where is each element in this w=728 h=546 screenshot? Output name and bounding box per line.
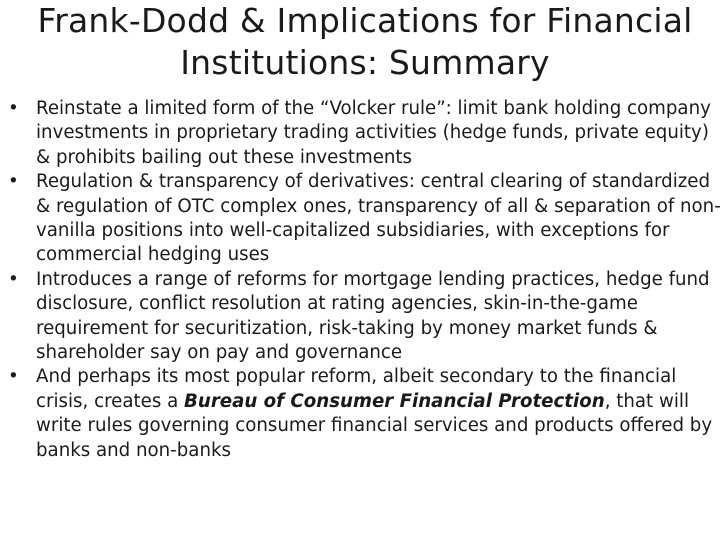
bullet-text-before: And perhaps its most popular reform, albeit secondary to the financial crisis, creates a xyxy=(36,366,677,412)
bullet-item xyxy=(8,97,723,170)
bullet-icon: • xyxy=(8,366,19,388)
bullet-text: Regulation & transparency of derivatives: central clearing of standardized & regulation of OTC complex ones, transparency of all & separation of non-vanilla positions into well-capitalized subsidiaries, with exceptions for commercial hedging uses xyxy=(36,171,721,266)
bullet-text: Reinstate a limited form of the “Volcker rule”: limit bank holding company investments in proprietary trading activities (hedge funds, private equity) & prohibits bailing out these investments xyxy=(36,98,711,168)
bullet-item xyxy=(8,268,723,366)
bullet-icon: • xyxy=(8,171,19,193)
bullet-icon: • xyxy=(8,268,19,290)
bullet-emphasis: Bureau of Consumer Financial Protection xyxy=(184,390,605,412)
bullet-icon: • xyxy=(8,98,19,119)
bullet-item xyxy=(8,170,723,268)
bullet-text: Introduces a range of reforms for mortgage lending practices, hedge fund disclosure, conflict resolution at rating agencies, skin-in-the-game requirement for securitization, risk-taking by money market funds & shareholder say on pay and governance xyxy=(36,268,710,364)
bullet-text-after: , that will write rules governing consumer financial services and products offered by banks and non-banks xyxy=(36,390,713,461)
bullet-list xyxy=(8,97,723,463)
bullet-item xyxy=(8,365,723,463)
slide-title: Frank-Dodd & Implications for Financial Institutions: Summary xyxy=(37,1,693,82)
